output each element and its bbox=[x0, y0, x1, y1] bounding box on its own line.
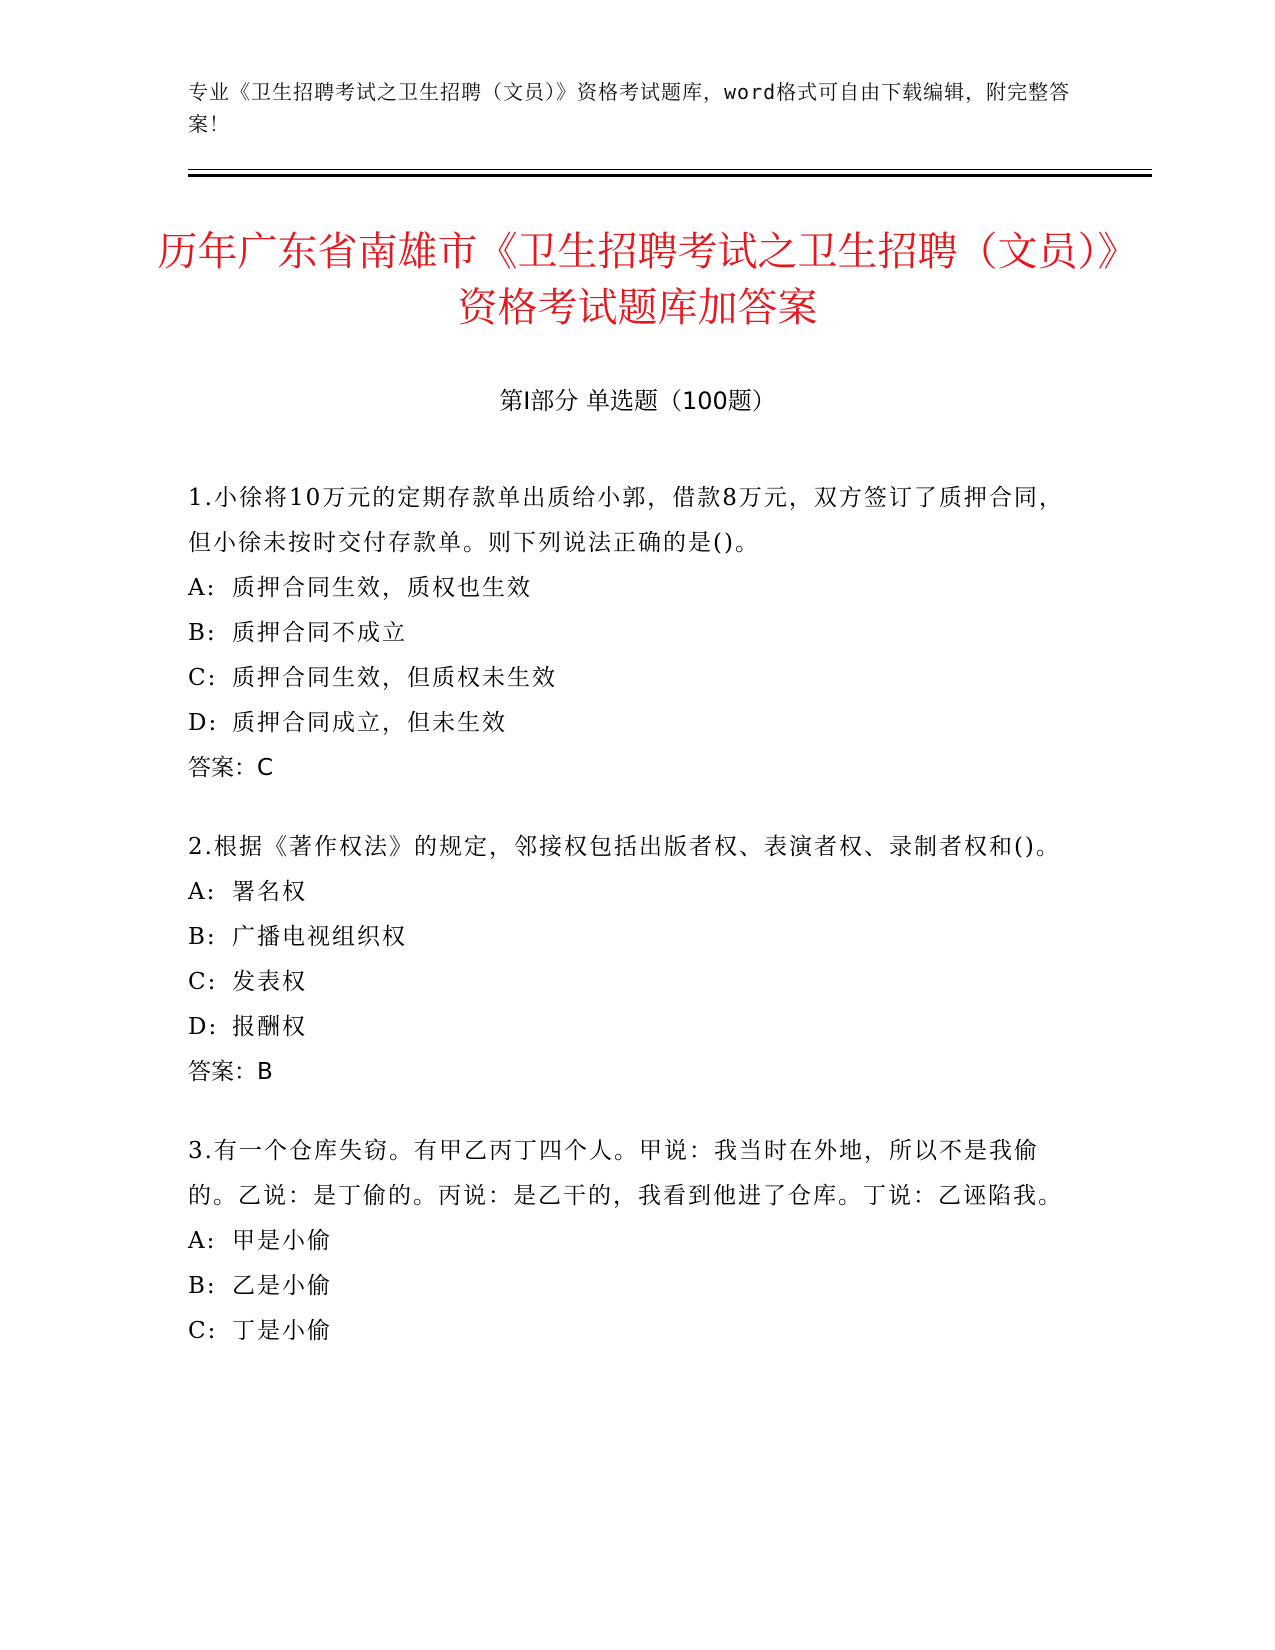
option-a bbox=[188, 566, 1078, 611]
option-text: 质押合同生效，质权也生效 bbox=[232, 575, 532, 601]
option-text: 广播电视组织权 bbox=[232, 924, 407, 950]
option-letter: B: bbox=[188, 620, 217, 646]
option-text: 乙是小偷 bbox=[232, 1273, 332, 1299]
option-text: 质押合同不成立 bbox=[232, 620, 407, 646]
option-b bbox=[188, 1264, 1078, 1309]
option-text: 署名权 bbox=[232, 879, 307, 905]
option-text: 质押合同生效，但质权未生效 bbox=[232, 665, 557, 691]
question-stem: 1.小徐将10万元的定期存款单出质给小郭，借款8万元，双方签订了质押合同，但小徐未按时交付存款单。则下列说法正确的是()。 bbox=[188, 485, 1064, 556]
option-text: 发表权 bbox=[232, 969, 307, 995]
option-a bbox=[188, 1219, 1078, 1264]
header-note: 专业《卫生招聘考试之卫生招聘（文员）》资格考试题库，word格式可自由下载编辑，附完整答案！ bbox=[188, 80, 1071, 136]
option-c bbox=[188, 1309, 1078, 1354]
question-2 bbox=[188, 825, 1078, 1095]
option-d bbox=[188, 1005, 1078, 1050]
option-b bbox=[188, 611, 1078, 656]
question-stem: 2.根据《著作权法》的规定，邻接权包括出版者权、表演者权、录制者权和()。 bbox=[188, 834, 1061, 860]
option-letter: A: bbox=[188, 1228, 217, 1254]
option-letter: D: bbox=[188, 1014, 219, 1040]
header-rule-thin bbox=[188, 169, 1152, 170]
section-title: 第Ⅰ部分 单选题（100题） bbox=[499, 387, 776, 415]
question-3 bbox=[188, 1129, 1078, 1354]
option-b bbox=[188, 915, 1078, 960]
option-text: 丁是小偷 bbox=[232, 1318, 332, 1344]
question-1 bbox=[188, 476, 1078, 791]
option-d bbox=[188, 701, 1078, 746]
option-text: 甲是小偷 bbox=[232, 1228, 332, 1254]
option-text: 质押合同成立，但未生效 bbox=[232, 710, 507, 736]
header-rule-thick bbox=[188, 174, 1152, 177]
option-letter: B: bbox=[188, 924, 217, 950]
option-letter: C: bbox=[188, 665, 218, 691]
question-stem: 3.有一个仓库失窃。有甲乙丙丁四个人。甲说：我当时在外地，所以不是我偷的。乙说：是丁偷的。丙说：是乙干的，我看到他进了仓库。丁说：乙诬陷我。 bbox=[188, 1138, 1063, 1209]
answer-line: 答案：B bbox=[188, 1059, 273, 1085]
option-letter: D: bbox=[188, 710, 219, 736]
question-list bbox=[188, 476, 1078, 1388]
option-letter: C: bbox=[188, 1318, 218, 1344]
option-letter: B: bbox=[188, 1273, 217, 1299]
option-c bbox=[188, 656, 1078, 701]
option-letter: C: bbox=[188, 969, 218, 995]
option-a bbox=[188, 870, 1078, 915]
option-letter: A: bbox=[188, 575, 217, 601]
option-letter: A: bbox=[188, 879, 217, 905]
document-title: 历年广东省南雄市《卫生招聘考试之卫生招聘（文员）》资格考试题库加答案 bbox=[157, 229, 1118, 331]
answer-line: 答案：C bbox=[188, 755, 274, 781]
option-c bbox=[188, 960, 1078, 1005]
option-text: 报酬权 bbox=[232, 1014, 307, 1040]
